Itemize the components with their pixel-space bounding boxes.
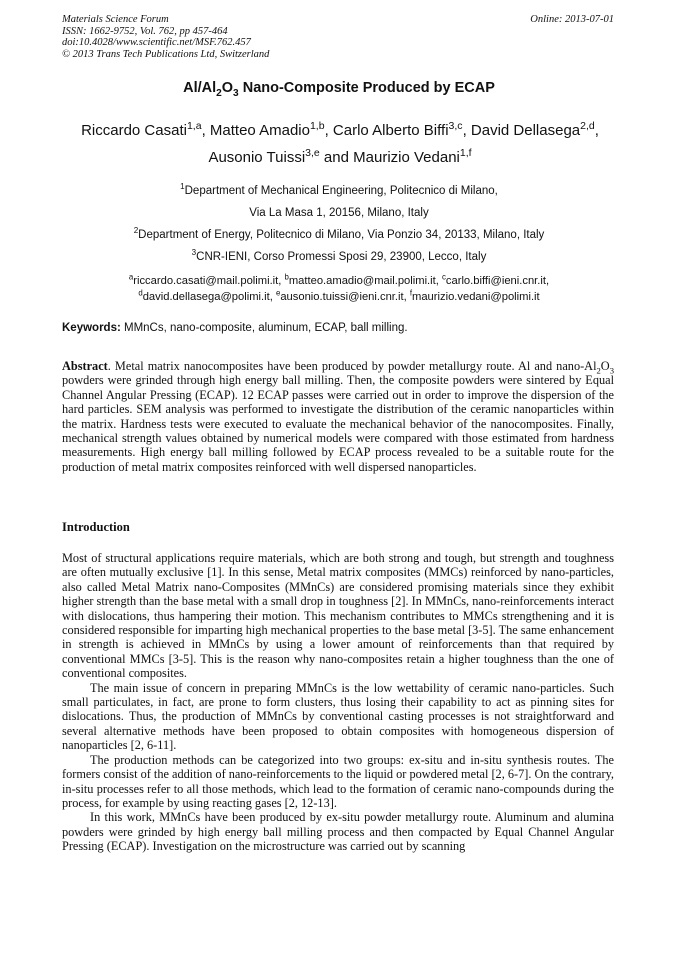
journal-name: Materials Science Forum <box>62 14 169 25</box>
author-emails <box>0 273 678 305</box>
journal-issn: ISSN: 1662-9752, Vol. 762, pp 457-464 <box>62 25 228 37</box>
email-line-1: $^a$riccardo.casati@mail.polimi.it, $^b$matteo.amadio@mail.polimi.it, $^c$carlo.biffi@ieni.cnr.it, <box>128 272 550 287</box>
affiliation-3: $^3$CNR-IENI, Corso Promessi Sposi 29, 23900, Lecco, Italy <box>191 248 487 263</box>
affiliation-1-address: Via La Masa 1, 20156, Milano, Italy <box>249 207 429 219</box>
affiliations <box>0 180 678 268</box>
keywords: Keywords: MMnCs, nano-composite, aluminum, ECAP, ball milling. <box>62 322 408 334</box>
paper-title: $Al/Al_2O_3$ Nano-Composite Produced by ECAP <box>183 80 495 99</box>
journal-header <box>62 14 614 60</box>
journal-doi: doi:10.4028/www.scientific.net/MSF.762.457 <box>62 37 251 48</box>
paragraph: The main issue of concern in preparing MMnCs is the low wettability of ceramic nano-particles. Such small particulates, in fact, are prone to form clusters, thus losing their capability to act as pinning sites for dislocations. Thus, the production of MMnCs by conventional casting processes is not straightforward and several alternative methods have been proposed to obtain composites with homogeneous dispersion of nanoparticles [2, 6-11]. <box>62 680 614 753</box>
paragraph: Most of structural applications require materials, which are both strong and tough, but strength and toughness are often mutually exclusive [1]. In this sense, Metal matrix composites (MMCs) reinforced by nano-particles, also called Metal Matrix nano-Composites (MMnCs) are considered promising materials since they exhibit higher strength than the base metal with a small drop in toughness [2]. In MMnCs, nano-reinforcements interact with dislocations, thus hampering their motion. This mechanism contributes to MMCs strengthening and it is considered responsible for imparting high mechanical properties to the base metal [3-5]. The same enhancement in strength is achieved in MMnCs by using a lower amount of reinforcements than that required by conventional MMCs [3-5]. This is the reason why nano-composites retain a higher toughness than the one of conventional composites. <box>62 551 614 681</box>
author: Ausonio Tuissi$^{3,e}$ <box>208 147 320 166</box>
section-heading-introduction: Introduction <box>62 520 130 534</box>
author: Matteo Amadio$^{1,b}$ <box>209 120 325 139</box>
affiliation-2: $^2$Department of Energy, Politecnico di Milano, Via Ponzio 34, 20133, Milano, Italy <box>133 226 545 241</box>
abstract-label: Abstract <box>62 359 108 373</box>
author-list: Riccardo Casati$^{1,a}$, Matteo Amadio$^{1,b}$, Carlo Alberto Biffi$^{3,c}$, David Dellasega$^{2,d}$, Ausonio Tuissi$^{3,e}$ and Maurizio Vedani$^{1,f}$ <box>81 120 599 166</box>
author: Riccardo Casati$^{1,a}$ <box>81 120 202 139</box>
online-date: Online: 2013-07-01 <box>530 14 614 25</box>
affiliation-1: $^1$Department of Mechanical Engineering, Politecnico di Milano, <box>180 182 498 197</box>
journal-copyright: © 2013 Trans Tech Publications Ltd, Switzerland <box>62 48 270 60</box>
author: Maurizio Vedani$^{1,f}$ <box>353 147 472 166</box>
email-line-2: $^d$david.dellasega@polimi.it, $^e$ausonio.tuissi@ieni.cnr.it, $^f$maurizio.vedani@polimi.it <box>138 288 540 303</box>
abstract: Abstract. Metal matrix nanocomposites have been produced by powder metallurgy route. Al and nano-$Al_2O_3$ powders were grinded through high energy ball milling. Then, the composite powders were sintered by Equal Channel Angular Pressing (ECAP). 12 ECAP passes were carried out in order to improve the dispersion of the hard particles. SEM analysis was performed to investigate the distribution of the ceramic nanoparticles within the matrix. Hardness tests were executed to evaluate the mechanical behavior of the nanocomposites. Finally, mechanical strength values obtained by numerical models were compared with those estimated from hardness measurements. High energy ball milling followed by ECAP process revealed to be a suitable route for the production of metal matrix composites reinforced with well dispersed nanoparticles. <box>62 359 614 474</box>
paragraph: In this work, MMnCs have been produced by ex-situ powder metallurgy route. Aluminum and alumina powders were grinded by high energy ball milling process and then compacted by Equal Channel Angular Pressing (ECAP). Investigation on the microstructure was carried out by scanning <box>62 810 614 854</box>
author: Carlo Alberto Biffi$^{3,c}$ <box>332 120 463 139</box>
introduction-body <box>62 551 614 854</box>
author: David Dellasega$^{2,d}$ <box>470 120 595 139</box>
paragraph: The production methods can be categorized into two groups: ex-situ and in-situ synthesis routes. The formers consist of the addition of nano-reinforcements to the liquid or powdered metal [2, 6-7]. On the contrary, in-situ processes refer to all those methods, which lead to the formation of ceramic nano-compounds during the process, for example by using reacting gases [2, 12-13]. <box>62 752 614 810</box>
